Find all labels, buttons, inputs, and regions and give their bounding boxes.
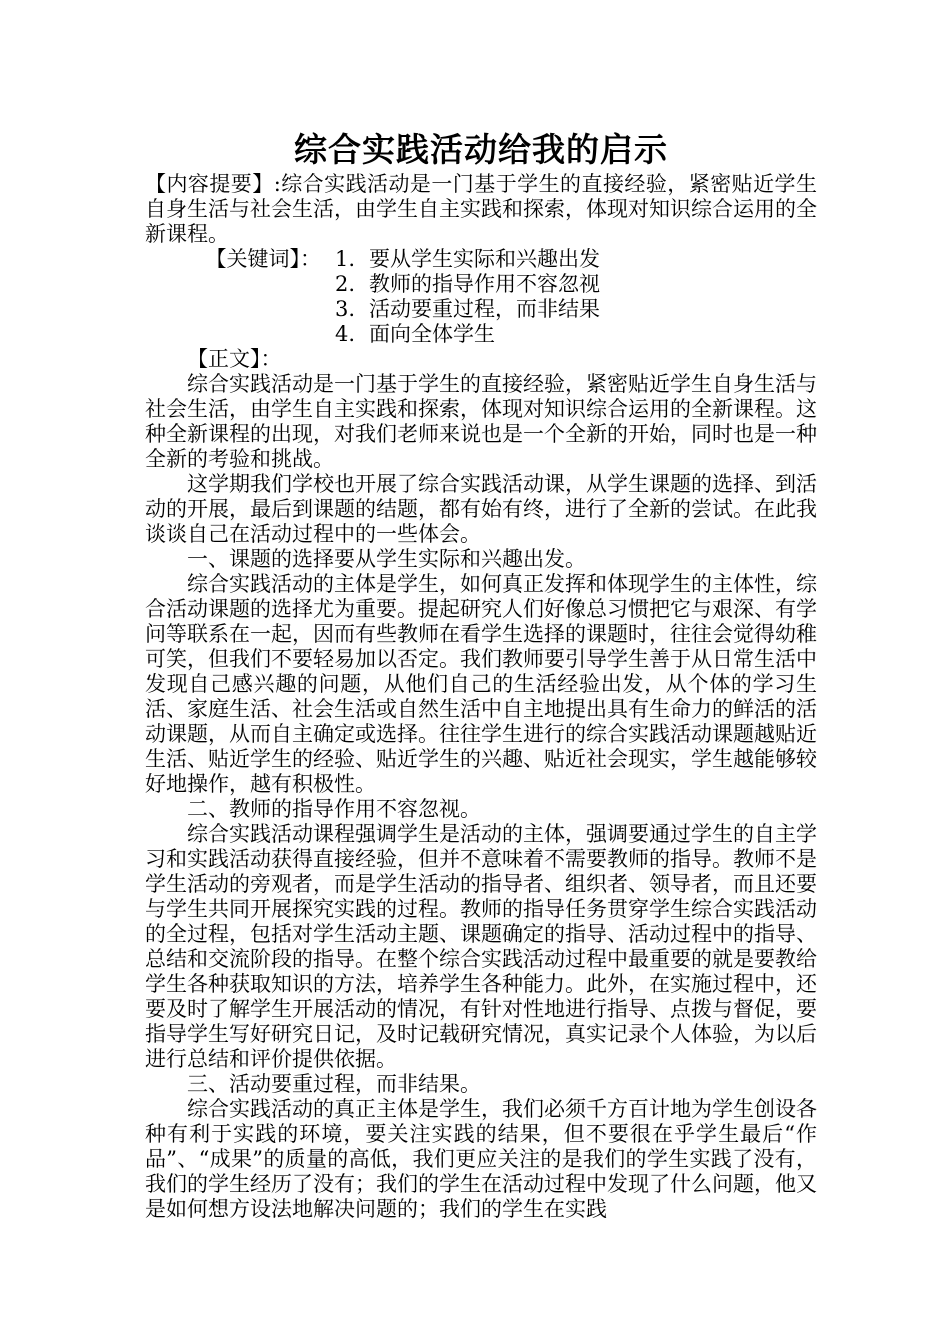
body-paragraph: 综合实践活动的真正主体是学生，我们必须千方百计地为学生创设各种有利于实践的环境，要关注实践的结果，但不要很在乎学生最后“作品”、“成果”的质量的高低，我们更应关注的是我们的学生实践了没有，我们的学生经历了没有；我们的学生在活动过程中发现了什么问题，他又是如何想方设法地解决问题的；我们的学生在实践: [145, 1097, 817, 1221]
keyword-number: 2.: [334, 272, 355, 296]
section-heading: 二、教师的指导作用不容忽视。: [187, 797, 481, 821]
keyword-number: 3.: [334, 297, 355, 321]
section-heading: 三、活动要重过程，而非结果。: [187, 1072, 481, 1096]
body-paragraph: 综合实践活动的主体是学生，如何真正发挥和体现学生的主体性，综合活动课题的选择尤为重要。提起研究人们好像总习惯把它与艰深、有学问等联系在一起，因而有些教师在看学生选择的课题时，往往会觉得幼稚可笑，但我们不要轻易加以否定。我们教师要引导学生善于从日常生活中发现自己感兴趣的问题，从他们自己的生活经验出发，从个体的学习生活、家庭生活、社会生活或自然生活中自主地提出具有生命力的鲜活的活动课题，从而自主确定或选择。往往学生进行的综合实践活动课题越贴近生活、贴近学生的经验、贴近学生的兴趣、贴近社会现实，学生越能够较好地操作，越有积极性。: [145, 572, 817, 796]
keyword-number: 1.: [334, 247, 355, 271]
body-paragraph: 这学期我们学校也开展了综合实践活动课，从学生课题的选择、到活动的开展，最后到课题的结题，都有始有终，进行了全新的尝试。在此我谈谈自己在活动过程中的一些体会。: [145, 472, 817, 546]
keyword-item: [145, 322, 817, 347]
abstract: 【内容提要】:综合实践活动是一门基于学生的直接经验，紧密贴近学生自身生活与社会生活，由学生自主实践和探索，体现对知识综合运用的全新课程。: [145, 172, 817, 246]
document-content: [145, 128, 817, 1222]
body-paragraph: 综合实践活动课程强调学生是活动的主体，强调要通过学生的自主学习和实践活动获得直接经验，但并不意味着不需要教师的指导。教师不是学生活动的旁观者，而是学生活动的指导者、组织者、领导者，而且还要与学生共同开展探究实践的过程。教师的指导任务贯穿学生综合实践活动的全过程，包括对学生活动主题、课题确定的指导、活动过程中的指导、总结和交流阶段的指导。在整个综合实践活动过程中最重要的就是要教给学生各种获取知识的方法，培养学生各种能力。此外，在实施过程中，还要及时了解学生开展活动的情况，有针对性地进行指导、点拨与督促，要指导学生写好研究日记，及时记载研究情况，真实记录个人体验，为以后进行总结和评价提供依据。: [145, 822, 817, 1071]
keyword-item: [145, 247, 817, 272]
keyword-text: 要从学生实际和兴趣出发: [369, 247, 600, 271]
keyword-item: [145, 297, 817, 322]
keywords-label: 【关键词】：: [205, 247, 321, 271]
section-heading: 一、课题的选择要从学生实际和兴趣出发。: [187, 547, 586, 571]
keyword-text: 活动要重过程，而非结果: [369, 297, 600, 321]
keyword-item: [145, 272, 817, 297]
body-label: 【正文】：: [187, 347, 282, 371]
document-title: 综合实践活动给我的启示: [294, 130, 668, 169]
body-paragraph: 综合实践活动是一门基于学生的直接经验，紧密贴近学生自身生活与社会生活，由学生自主实践和探索，体现对知识综合运用的全新课程。这种全新课程的出现，对我们老师来说也是一个全新的开始，同时也是一种全新的考验和挑战。: [145, 372, 817, 471]
keyword-text: 面向全体学生: [369, 322, 495, 346]
keyword-text: 教师的指导作用不容忽视: [369, 272, 600, 296]
keyword-number: 4.: [334, 322, 355, 346]
